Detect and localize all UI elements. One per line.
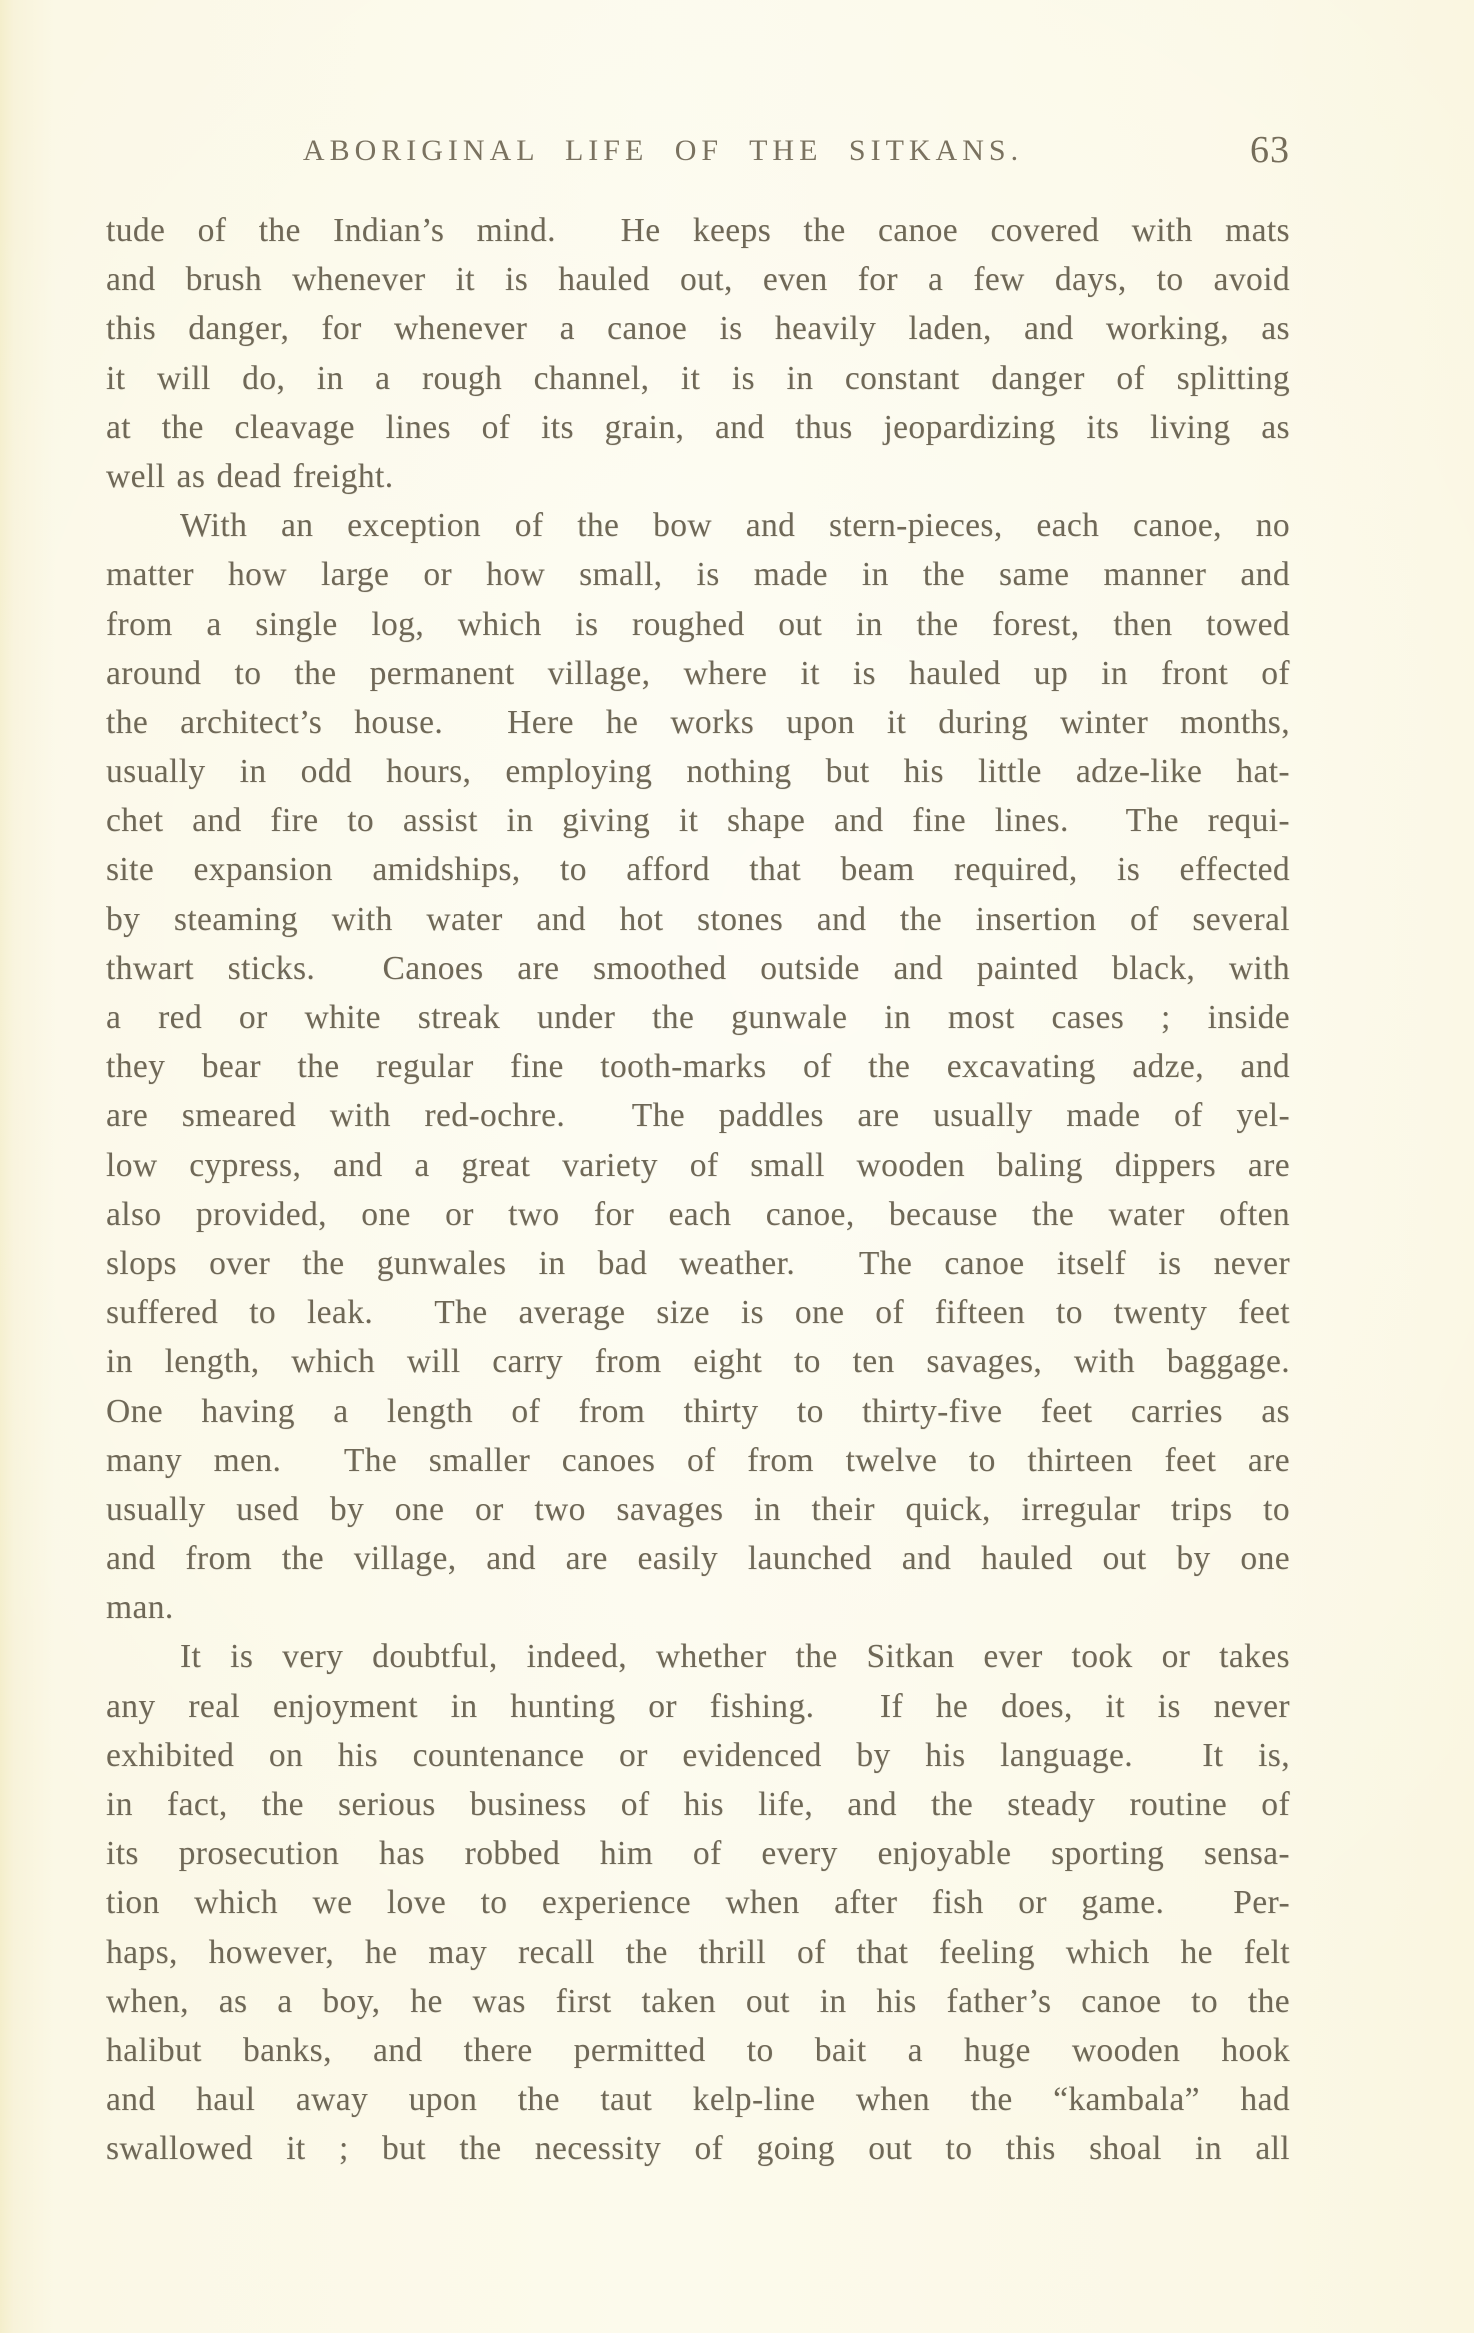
body-line: low cypress, and a great variety of small wooden baling dippers are [106,1146,1290,1184]
page-number: 63 [1250,129,1290,171]
body-line: thwart sticks. Canoes are smoothed outside and painted black, with [106,949,1290,987]
body-line: haps, however, he may recall the thrill of that feeling which he felt [106,1933,1290,1971]
body-line: around to the permanent village, where it is hauled up in front of [106,654,1290,692]
body-line: from a single log, which is roughed out in the forest, then towed [106,605,1290,643]
body-line: and from the village, and are easily launched and hauled out by one [106,1540,1290,1578]
body-line: halibut banks, and there permitted to bait a huge wooden hook [106,2031,1290,2069]
page-body [106,206,1290,2174]
body-line: matter how large or how small, is made in the same manner and [106,556,1290,594]
header-title: ABORIGINAL LIFE OF THE SITKANS. [302,134,1024,167]
body-line: chet and fire to assist in giving it shape and fine lines. The requi- [106,802,1290,840]
body-line: It is very doubtful, indeed, whether the Sitkan ever took or takes [180,1638,1290,1676]
body-line: tion which we love to experience when after fish or game. Per- [106,1884,1290,1922]
body-line: and haul away upon the taut kelp-line when the “kambala” had [106,2081,1290,2119]
running-header [106,128,1290,180]
body-line: swallowed it ; but the necessity of going out to this shoal in all [106,2130,1290,2168]
body-line: any real enjoyment in hunting or fishing. If he does, it is never [106,1687,1290,1725]
body-line: many men. The smaller canoes of from twelve to thirteen feet are [106,1441,1290,1479]
body-line: when, as a boy, he was first taken out in his father’s canoe to the [106,1982,1290,2020]
body-line: and brush whenever it is hauled out, even for a few days, to avoid [106,261,1290,299]
body-line: a red or white streak under the gunwale in most cases ; inside [106,999,1290,1036]
body-line: With an exception of the bow and stern-pieces, each canoe, no [180,507,1290,545]
body-line: in length, which will carry from eight to ten savages, with baggage. [106,1343,1290,1381]
body-line: exhibited on his countenance or evidenced by his language. It is, [106,1736,1290,1774]
body-line: its prosecution has robbed him of every enjoyable sporting sensa- [106,1835,1290,1873]
body-line: it will do, in a rough channel, it is in constant danger of splitting [106,359,1290,397]
body-line: usually in odd hours, employing nothing but his little adze-like hat- [106,753,1290,791]
body-line: man. [106,1589,174,1627]
body-line: by steaming with water and hot stones and the insertion of several [106,900,1290,938]
body-line: in fact, the serious business of his life, and the steady routine of [106,1786,1290,1823]
body-line: slops over the gunwales in bad weather. The canoe itself is never [106,1244,1290,1282]
body-line: suffered to leak. The average size is one of fifteen to twenty feet [106,1294,1290,1332]
body-line: are smeared with red-ochre. The paddles are usually made of yel- [106,1097,1290,1135]
body-line: well as dead freight. [106,457,394,495]
body-line: tude of the Indian’s mind. He keeps the canoe covered with mats [106,212,1290,249]
body-line: usually used by one or two savages in their quick, irregular trips to [106,1490,1290,1528]
body-line: the architect’s house. Here he works upon it during winter months, [106,703,1290,741]
body-line: at the cleavage lines of its grain, and thus jeopardizing its living as [106,408,1290,446]
body-line: this danger, for whenever a canoe is heavily laden, and working, as [106,310,1290,348]
body-line: they bear the regular fine tooth-marks of the excavating adze, and [106,1048,1290,1086]
body-line: also provided, one or two for each canoe, because the water often [106,1195,1290,1233]
body-line: site expansion amidships, to afford that beam required, is effected [106,851,1290,889]
body-line: One having a length of from thirty to thirty-five feet carries as [106,1392,1290,1430]
